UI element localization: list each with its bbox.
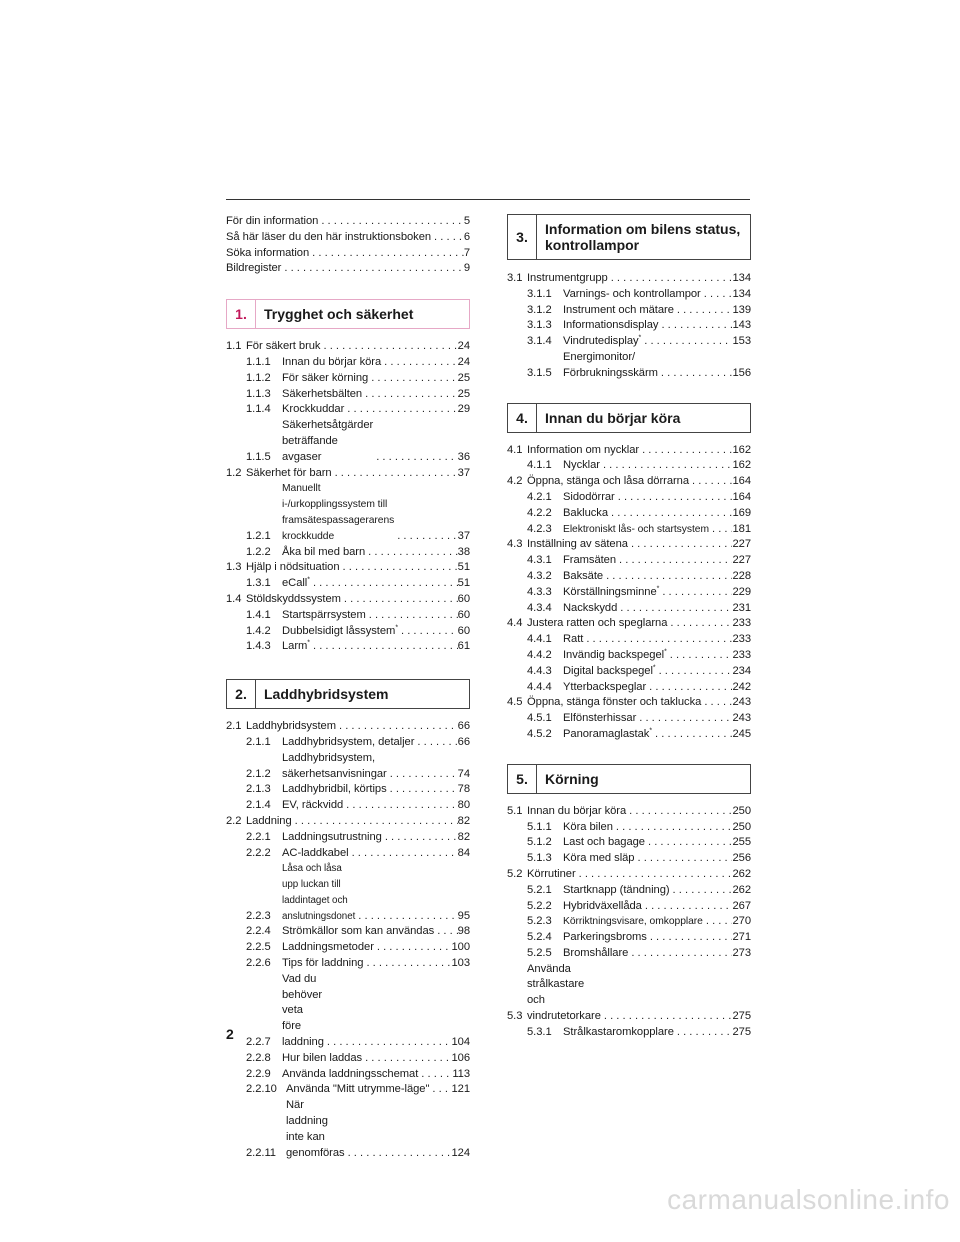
toc-entry[interactable]: 5.1.2 Last och bagage . . . 255 [507, 835, 751, 851]
toc-entry[interactable]: 2.2.9 Använda laddningsschemat . . . 113 [226, 1067, 470, 1083]
toc-entry[interactable]: 2.1.1 Laddhybridsystem, detaljer . . . 66 [226, 735, 470, 751]
toc-entry[interactable]: 5.2.4 Parkeringsbroms . . . 271 [507, 930, 751, 946]
toc-entry[interactable]: 2.2.8 Hur bilen laddas . . . 106 [226, 1051, 470, 1067]
toc-entry[interactable]: 1.3.1 eCall* . . . 51 [226, 576, 470, 592]
toc-entry[interactable]: 3.1.3 Informationsdisplay . . . 143 [507, 318, 751, 334]
toc-entry[interactable]: 1.3 Hjälp i nödsituation . . . 51 [226, 560, 470, 576]
section-title: Trygghet och säkerhet [264, 306, 414, 323]
toc-entry[interactable]: 3.1.1 Varnings- och kontrollampor . . . 134 [507, 287, 751, 303]
toc-entry[interactable]: 3.1.2 Instrument och mätare . . . 139 [507, 303, 751, 319]
toc-entry[interactable]: 4.3.1 Framsäten . . . 227 [507, 553, 751, 569]
toc-entry[interactable]: 4.1 Information om nycklar . . . 162 [507, 443, 751, 459]
top-rule [226, 199, 750, 200]
toc-entry[interactable]: 1.1 För säkert bruk . . . 24 [226, 339, 470, 355]
toc-entry[interactable]: 4.3 Inställning av sätena . . . 227 [507, 537, 751, 553]
toc-entry[interactable] [226, 261, 470, 277]
footnote-mark: * [395, 623, 398, 631]
toc-entry[interactable]: 5.1 Innan du börjar köra . . . 250 [507, 804, 751, 820]
toc-entry[interactable]: 4.5.2 Panoramaglastak* . . . 245 [507, 727, 751, 743]
footnote-mark: * [652, 664, 656, 671]
toc-entry[interactable]: 2.2.5 Laddningsmetoder . . . 100 [226, 940, 470, 956]
entry-title: Så här läser du den här instruktionsboken [226, 230, 432, 243]
entry-title: Söka information [226, 246, 310, 259]
toc-entry[interactable]: 1.1.4 Krockkuddar . . . 29 [226, 402, 470, 418]
entry-page: 5 [463, 215, 470, 227]
section-number: 2. [227, 680, 256, 708]
toc-entry[interactable]: 4.4 Justera ratten och speglarna . . . 233 [507, 616, 751, 632]
toc-section-3 [507, 271, 751, 382]
section-title: Innan du börjar köra [545, 409, 681, 426]
toc-entry[interactable]: 1.1.1 Innan du börjar köra . . . 24 [226, 355, 470, 371]
toc-entry[interactable]: 5.2.1 Startknapp (tändning) . . . 262 [507, 883, 751, 899]
toc-entry[interactable]: 4.4.3 Digital backspegel* . . . 234 [507, 664, 751, 680]
toc-entry[interactable]: 4.4.2 Invändig backspegel* . . . 233 [507, 648, 751, 664]
toc-entry[interactable]: 1.2.1 Manuellt i-/urkopplingssystem till framsätespassagerarens krockkudde . . . 37 [226, 481, 470, 544]
toc-entry[interactable]: 4.2.3 Elektroniskt lås- och startsystem . . . 181 [507, 522, 751, 538]
toc-section-4 [507, 443, 751, 743]
toc-entry[interactable]: 5.2.5 Bromshållare . . . 273 [507, 946, 751, 962]
section-title: Information om bilens status, kontrollampor [545, 221, 741, 253]
toc-entry[interactable] [226, 214, 470, 230]
toc-entry[interactable]: 5.2.3 Körriktningsvisare, omkopplare . . . 270 [507, 914, 751, 930]
toc-entry[interactable]: 1.4.1 Startspärrsystem . . . 60 [226, 608, 470, 624]
toc-entry[interactable]: 2.2.6 Tips för laddning . . . 103 [226, 956, 470, 972]
toc-entry[interactable]: 2.2.2 AC-laddkabel . . . 84 [226, 846, 470, 862]
section-5-heading[interactable] [507, 764, 751, 794]
watermark: carmanualsonline.info [667, 1184, 950, 1215]
section-title: Körning [545, 770, 599, 787]
section-4-heading[interactable] [507, 403, 751, 433]
toc-entry[interactable]: 4.2.1 Sidodörrar . . . 164 [507, 490, 751, 506]
entry-page: 9 [463, 262, 470, 275]
footnote-mark: * [307, 639, 310, 647]
toc-entry[interactable]: 5.1.1 Köra bilen . . . 250 [507, 820, 751, 836]
toc-entry[interactable]: 2.1 Laddhybridsystem . . . 66 [226, 719, 470, 735]
section-number: 5. [508, 765, 537, 793]
toc-entry[interactable]: 2.1.2 Laddhybridsystem, säkerhetsanvisningar . . . 74 [226, 751, 470, 783]
footnote-mark: * [656, 585, 660, 593]
toc-entry[interactable]: 2.1.4 EV, räckvidd . . . 80 [226, 798, 470, 814]
section-2-heading[interactable] [226, 679, 470, 709]
toc-entry[interactable]: 2.2 Laddning . . . 82 [226, 814, 470, 830]
toc-entry[interactable] [226, 230, 470, 246]
toc-entry[interactable]: 1.1.2 För säker körning . . . 25 [226, 371, 470, 387]
toc-entry[interactable]: 5.3.1 Strålkastaromkopplare . . . 275 [507, 1025, 751, 1041]
toc-entry[interactable]: 2.2.1 Laddningsutrustning . . . 82 [226, 830, 470, 846]
toc-entry[interactable]: 2.1.3 Laddhybridbil, körtips . . . 78 [226, 782, 470, 798]
page-number: 2 [226, 1026, 234, 1042]
toc-entry[interactable]: 3.1.4 Vindrutedisplay* . . . 153 [507, 334, 751, 350]
footnote-mark: * [649, 727, 653, 735]
section-number: 3. [508, 215, 537, 259]
toc-entry[interactable]: 3.1 Instrumentgrupp . . . 134 [507, 271, 751, 287]
toc-entry[interactable]: 5.1.3 Köra med släp . . . 256 [507, 851, 751, 867]
toc-entry[interactable]: 4.4.1 Ratt . . . 233 [507, 632, 751, 648]
section-number: 1. [227, 300, 256, 328]
toc-entry[interactable]: 2.2.4 Strömkällor som kan användas . . . 98 [226, 924, 470, 940]
toc-entry[interactable]: 5.2 Körrutiner . . . 262 [507, 867, 751, 883]
toc-intro [226, 214, 470, 277]
toc-entry[interactable]: 2.2.3 Låsa och låsa upp luckan till laddintaget och anslutningsdonet . . . 95 [226, 861, 470, 924]
toc-entry[interactable]: 4.3.2 Baksäte . . . 228 [507, 569, 751, 585]
toc-entry[interactable]: 4.2 Öppna, stänga och låsa dörrarna . . . 164 [507, 474, 751, 490]
toc-entry[interactable]: 4.4.4 Ytterbackspeglar . . . 242 [507, 680, 751, 696]
toc-entry[interactable]: 4.5 Öppna, stänga fönster och taklucka . . . 243 [507, 695, 751, 711]
toc-entry[interactable]: 5.3 Använda strålkastare och vindrutetorkare . . . 275 [507, 962, 751, 1025]
toc-entry[interactable]: 2.2.11 När laddning inte kan genomföras . . . 124 [226, 1098, 470, 1161]
footnote-mark: * [664, 648, 667, 656]
toc-entry[interactable]: 1.4.3 Larm* . . . 61 [226, 639, 470, 655]
section-1-heading[interactable] [226, 299, 470, 329]
toc-entry[interactable]: 2.2.7 Vad du behöver veta före laddning . . . 104 [226, 972, 470, 1051]
toc-entry[interactable]: 4.3.4 Nackskydd . . . 231 [507, 601, 751, 617]
toc-right-column [507, 214, 751, 1041]
toc-entry[interactable]: 1.4.2 Dubbelsidigt låssystem* . . . 60 [226, 624, 470, 640]
toc-entry[interactable]: 4.1.1 Nycklar . . . 162 [507, 458, 751, 474]
toc-entry[interactable]: 1.1.3 Säkerhetsbälten . . . 25 [226, 387, 470, 403]
toc-section-5 [507, 804, 751, 1041]
section-number: 4. [508, 404, 537, 432]
toc-entry[interactable]: 3.1.5 Energimonitor/ Förbrukningsskärm . . . 156 [507, 350, 751, 382]
entry-title: Bildregister [226, 262, 282, 275]
toc-entry[interactable]: 1.1.5 Säkerhetsåtgärder beträffande avgaser . . . 36 [226, 418, 470, 465]
toc-entry[interactable]: 5.2.2 Hybridväxellåda . . . 267 [507, 899, 751, 915]
footnote-mark: * [307, 576, 310, 584]
section-title: Laddhybridsystem [264, 686, 389, 703]
toc-entry[interactable]: 4.2.2 Baklucka . . . 169 [507, 506, 751, 522]
toc-entry[interactable]: 2.2.10 Använda "Mitt utrymme-läge" . . . 121 [226, 1082, 470, 1098]
section-3-heading[interactable] [507, 214, 751, 260]
toc-entry[interactable]: 4.5.1 Elfönsterhissar . . . 243 [507, 711, 751, 727]
footnote-mark: * [638, 334, 642, 342]
toc-entry[interactable]: 1.2 Säkerhet för barn . . . 37 [226, 466, 470, 482]
toc-entry[interactable]: 1.2.2 Åka bil med barn . . . 38 [226, 545, 470, 561]
entry-page: 7 [463, 246, 470, 259]
entry-page: 6 [463, 230, 470, 243]
toc-section-2 [226, 719, 470, 1161]
toc-entry[interactable]: 4.3.3 Körställningsminne* . . . 229 [507, 585, 751, 601]
toc-left-column [226, 214, 470, 1161]
entry-title: För din information [226, 215, 319, 227]
toc-entry[interactable] [226, 246, 470, 262]
toc-section-1 [226, 339, 470, 655]
toc-entry[interactable]: 1.4 Stöldskyddssystem . . . 60 [226, 592, 470, 608]
